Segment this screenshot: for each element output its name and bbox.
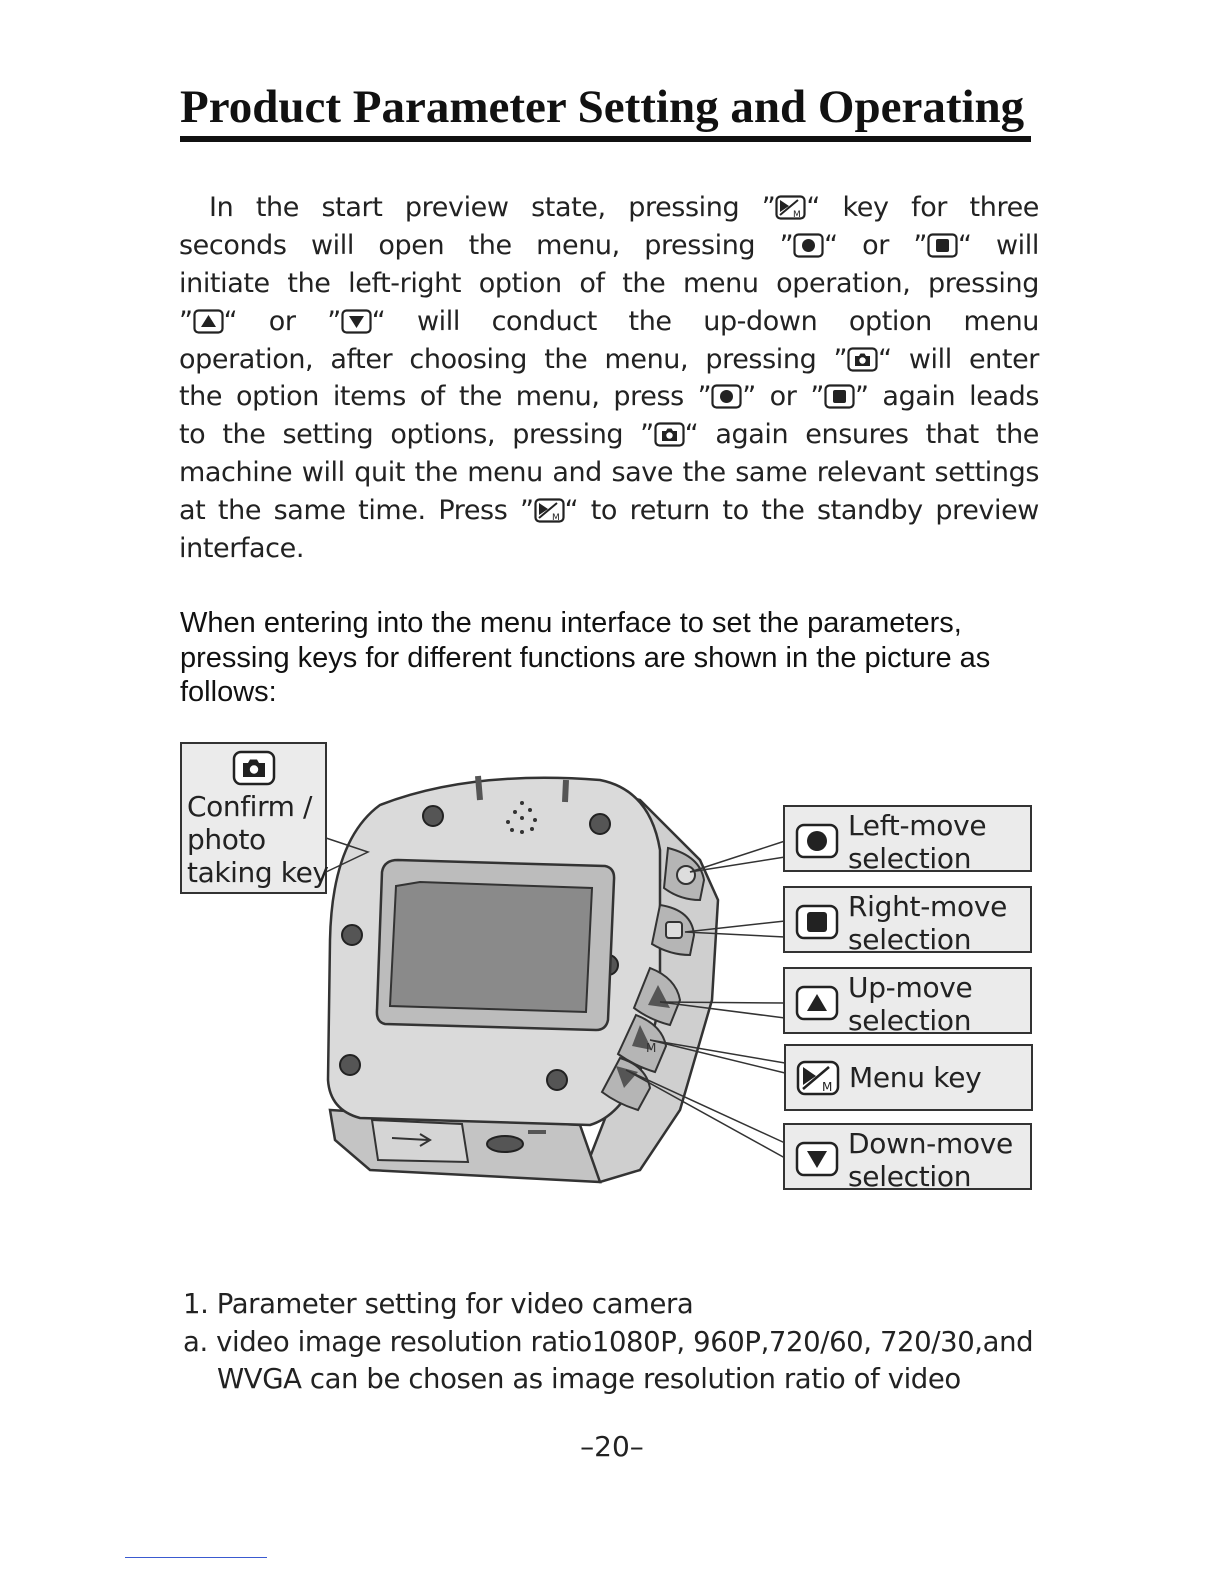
svg-text:M: M (822, 1080, 833, 1094)
text: to the setting options, pressing ” (179, 419, 654, 450)
callout-confirm-text (187, 790, 329, 889)
text: “ key for three (806, 192, 1039, 223)
screw (590, 814, 610, 834)
text: ” again leads (854, 381, 1039, 412)
callout-right-move-text (848, 890, 1007, 956)
screw (342, 925, 362, 945)
callout-menu-key (784, 1044, 1033, 1111)
text: “ again ensures that the (684, 419, 1039, 450)
camera-key-icon (232, 750, 276, 786)
text: the option items of the menu, press ” (179, 381, 712, 412)
list-item-a-line-1: a. video image resolution ratio1080P, 960P,720/60, 720/30,and (183, 1326, 1034, 1358)
screw (423, 806, 443, 826)
label: selection (848, 842, 972, 875)
svg-text:M: M (793, 210, 801, 220)
callout-left-move-text (848, 809, 986, 875)
right-move-button-square (666, 922, 682, 938)
text: at the same time. Press ” (179, 495, 534, 526)
svg-text:M: M (551, 513, 559, 523)
page-number: –20– (580, 1430, 644, 1463)
tripod-mount (487, 1136, 523, 1152)
left-move-key-icon (795, 823, 839, 859)
page-title: Product Parameter Setting and Operating (180, 81, 1025, 133)
callout-up-move (783, 967, 1032, 1037)
menu-m-glyph: M (646, 1041, 657, 1055)
text: “ to return to the standby preview (564, 495, 1039, 526)
intro-line-3: initiate the left-right option of the menu operation, pressing (179, 268, 1039, 299)
section-heading: When entering into the menu interface to set the parameters, pressing keys for different functions are shown in the picture as follows: (180, 607, 991, 708)
text: “ will (958, 230, 1039, 261)
text: operation, after choosing the menu, pressing ” (179, 344, 848, 375)
lcd-screen (390, 882, 592, 1012)
left-move-button-dot (677, 866, 695, 884)
callout-down-move (783, 1123, 1032, 1193)
callout-down-move-text (848, 1127, 1013, 1193)
screw (340, 1055, 360, 1075)
text: “ or ” (824, 230, 927, 261)
up-move-key-icon (795, 985, 839, 1021)
text: “ will conduct the up-down option menu (371, 306, 1039, 337)
label: taking key (187, 856, 329, 889)
label: photo (187, 823, 266, 856)
list-item-1: 1. Parameter setting for video camera (183, 1288, 694, 1320)
text: In the start preview state, pressing ” (209, 192, 776, 223)
right-move-key-icon (795, 904, 839, 940)
intro-line-8: machine will quit the menu and save the same relevant settings (179, 457, 1039, 488)
label: selection (848, 923, 972, 956)
text: “ or ” (223, 306, 341, 337)
intro-line-10: interface. (179, 533, 305, 564)
label: Right-move (848, 890, 1008, 923)
down-move-key-icon (795, 1141, 839, 1177)
text: seconds will open the menu, pressing ” (179, 230, 794, 261)
callout-confirm-key (180, 742, 327, 894)
text: ” or ” (742, 381, 824, 412)
list-item-a-line-2: WVGA can be chosen as image resolution ratio of video (217, 1363, 961, 1395)
label: Left-move (848, 809, 987, 842)
callout-menu-text (849, 1061, 981, 1094)
label: Up-move (848, 971, 973, 1004)
text: “ will enter (878, 344, 1039, 375)
label: selection (848, 1160, 972, 1193)
label: Down-move (848, 1127, 1013, 1160)
label: selection (848, 1004, 972, 1037)
text: ” (179, 306, 193, 337)
label: Confirm / (187, 790, 313, 823)
label: Menu key (849, 1061, 982, 1094)
usb-cover (372, 1120, 468, 1162)
footer-rule (125, 1557, 267, 1558)
menu-key-icon (796, 1060, 840, 1096)
indicator-slot (528, 1130, 546, 1134)
callout-left-move (783, 805, 1032, 875)
callout-right-move (783, 886, 1032, 956)
callout-up-move-text (848, 971, 972, 1037)
screw (547, 1070, 567, 1090)
